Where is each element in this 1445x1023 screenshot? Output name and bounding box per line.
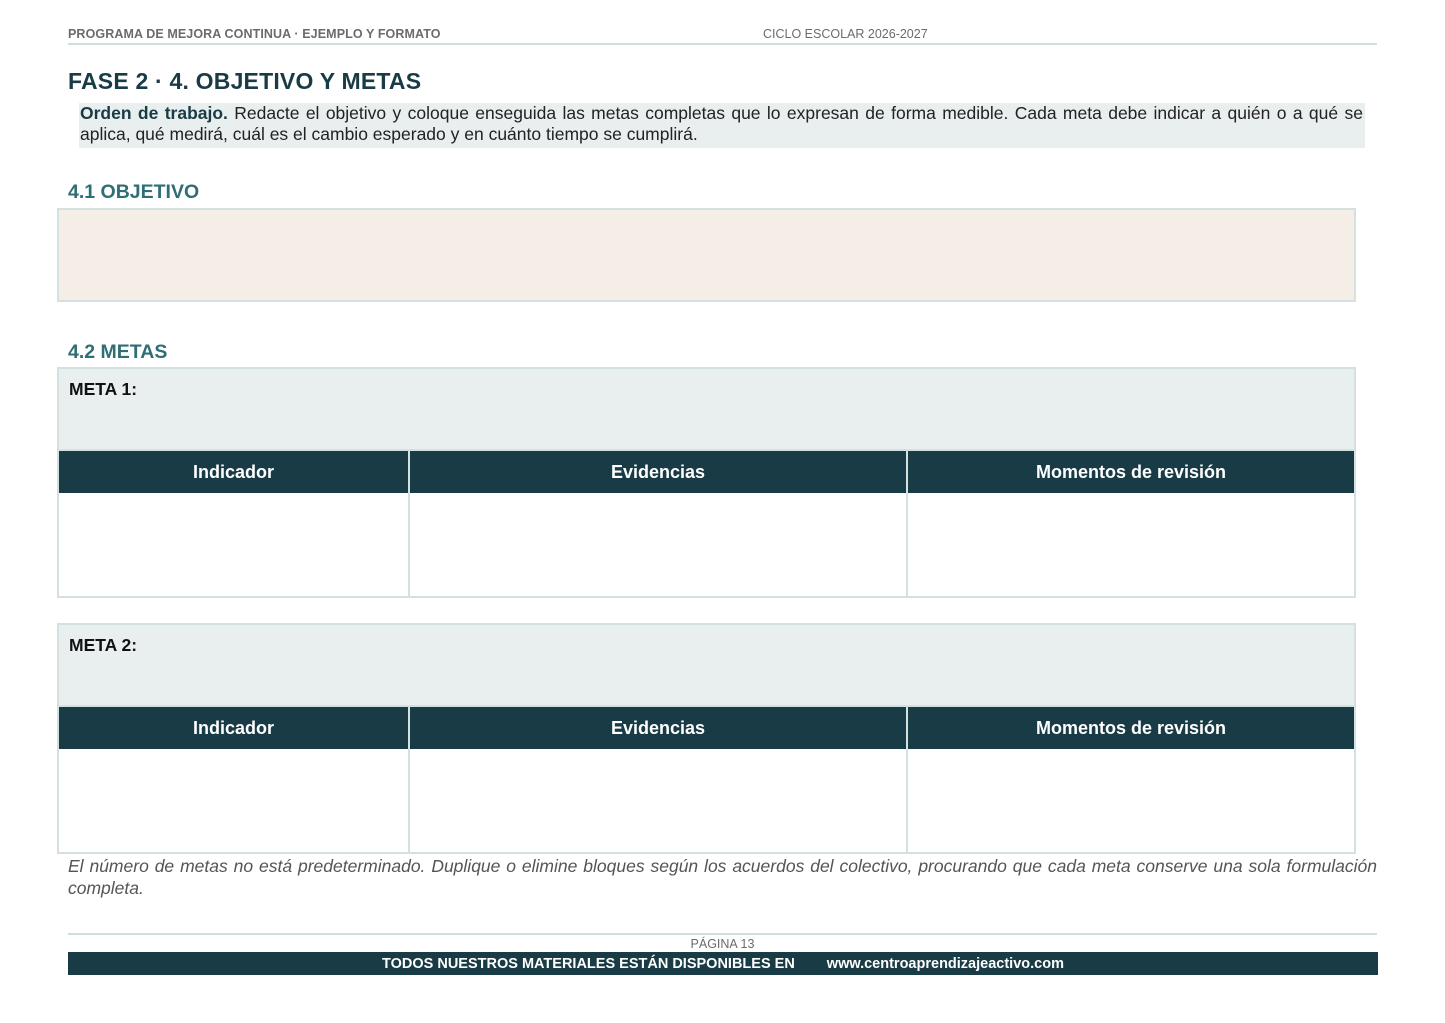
footer-divider xyxy=(68,933,1377,935)
goal-2-evidencias-cell[interactable] xyxy=(410,749,908,852)
column-header-indicador: Indicador xyxy=(59,707,410,749)
goal-block-2 xyxy=(57,623,1356,854)
column-header-momentos: Momentos de revisión xyxy=(1035,461,1227,482)
goal-2-column-headers xyxy=(59,707,1354,749)
header-divider xyxy=(68,43,1377,45)
objective-heading: 4.1 OBJETIVO xyxy=(68,181,200,203)
column-header-momentos: Momentos de revisión xyxy=(1035,717,1227,738)
goal-1-field[interactable] xyxy=(59,369,1354,451)
header-cycle: CICLO ESCOLAR 2026-2027 xyxy=(763,27,928,41)
goal-1-indicador-cell[interactable] xyxy=(59,493,410,596)
page-title: FASE 2 · 4. OBJETIVO Y METAS xyxy=(68,68,422,94)
column-header-evidencias: Evidencias xyxy=(410,707,908,749)
footer-website-link[interactable]: www.centroaprendizajeactivo.com xyxy=(826,955,1064,972)
goal-2-field[interactable] xyxy=(59,625,1354,707)
footnote: El número de metas no está predeterminado. Duplique o elimine bloques según los acuerdos del colectivo, procurando que cada meta conserve una sola formulación completa. xyxy=(68,856,1377,898)
instructions-lead: Orden de trabajo. xyxy=(80,103,228,123)
goal-2-momentos-cell[interactable] xyxy=(908,749,1354,852)
goal-2-row xyxy=(59,749,1354,852)
instructions-box xyxy=(79,103,1365,148)
goal-1-evidencias-cell[interactable] xyxy=(410,493,908,596)
column-header-indicador: Indicador xyxy=(59,451,410,493)
goal-2-label: META 2: xyxy=(69,635,138,655)
goal-1-row xyxy=(59,493,1354,596)
column-header-evidencias: Evidencias xyxy=(410,451,908,493)
goal-1-column-headers xyxy=(59,451,1354,493)
objective-field[interactable] xyxy=(57,208,1356,302)
header-program: PROGRAMA DE MEJORA CONTINUA · EJEMPLO Y FORMATO xyxy=(68,27,441,41)
goal-1-momentos-cell[interactable] xyxy=(908,493,1354,596)
instructions-text: Redacte el objetivo y coloque enseguida las metas completas que lo expresan de forma medible. Cada meta debe indicar a quién o a qué se aplica, qué medirá, cuál es el cambio esperado y en cuánto tiempo se cumplirá. xyxy=(80,103,1363,144)
goal-2-indicador-cell[interactable] xyxy=(59,749,410,852)
goal-block-1 xyxy=(57,367,1356,598)
goals-heading: 4.2 METAS xyxy=(68,341,168,363)
goal-1-label: META 1: xyxy=(69,379,138,399)
footer-banner-text: TODOS NUESTROS MATERIALES ESTÁN DISPONIBLES EN xyxy=(382,955,795,972)
page-number: PÁGINA 13 xyxy=(690,937,755,951)
footer-banner xyxy=(68,952,1378,975)
